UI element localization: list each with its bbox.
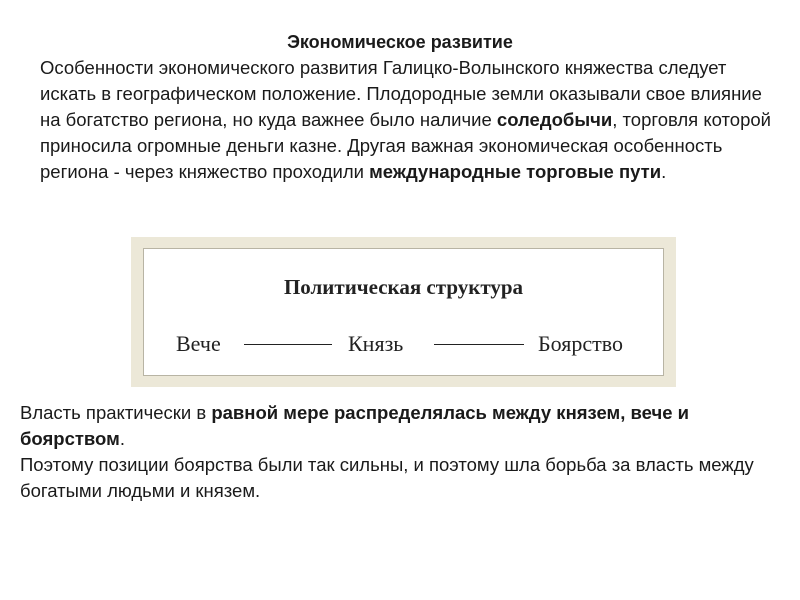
political-structure-diagram — [131, 237, 676, 387]
node-veche: Вече — [176, 331, 221, 356]
para2-text-3: Поэтому позиции боярства были так сильны, и поэтому шла борьба за власть между богатыми людьми и князем. — [20, 454, 754, 501]
para2-bold: равной мере распределялась между князем, вече и боярством — [20, 402, 689, 449]
connector-line — [434, 344, 524, 345]
node-knyaz: Князь — [348, 331, 404, 356]
economic-paragraph — [40, 55, 780, 185]
para1-text-3: . — [661, 161, 667, 182]
diagram-panel — [143, 248, 664, 376]
para2-text-2: . — [119, 428, 125, 449]
slide-title: Экономическое развитие — [287, 32, 513, 52]
para1-text-2: , торговля которой приносила огромные деньги казне. Другая важная экономическая особенность региона - через княжество проходили — [40, 109, 771, 182]
para2-text-1: Власть практически в — [20, 402, 212, 423]
diagram-row — [144, 329, 663, 359]
para1-bold-salt: соледобычи — [496, 109, 613, 130]
power-paragraph — [20, 400, 780, 504]
node-boyarstvo: Боярство — [538, 331, 623, 356]
para1-bold-trade-routes: международные торговые пути — [369, 161, 662, 182]
diagram-title: Политическая структура — [283, 275, 524, 299]
para1-text-1: Особенности экономического развития Галицко-Волынского княжества следует искать в географическом положение. Плодородные земли оказывали свое влияние на богатство региона, но куда важнее было наличие — [40, 57, 762, 130]
connector-line — [244, 344, 332, 345]
